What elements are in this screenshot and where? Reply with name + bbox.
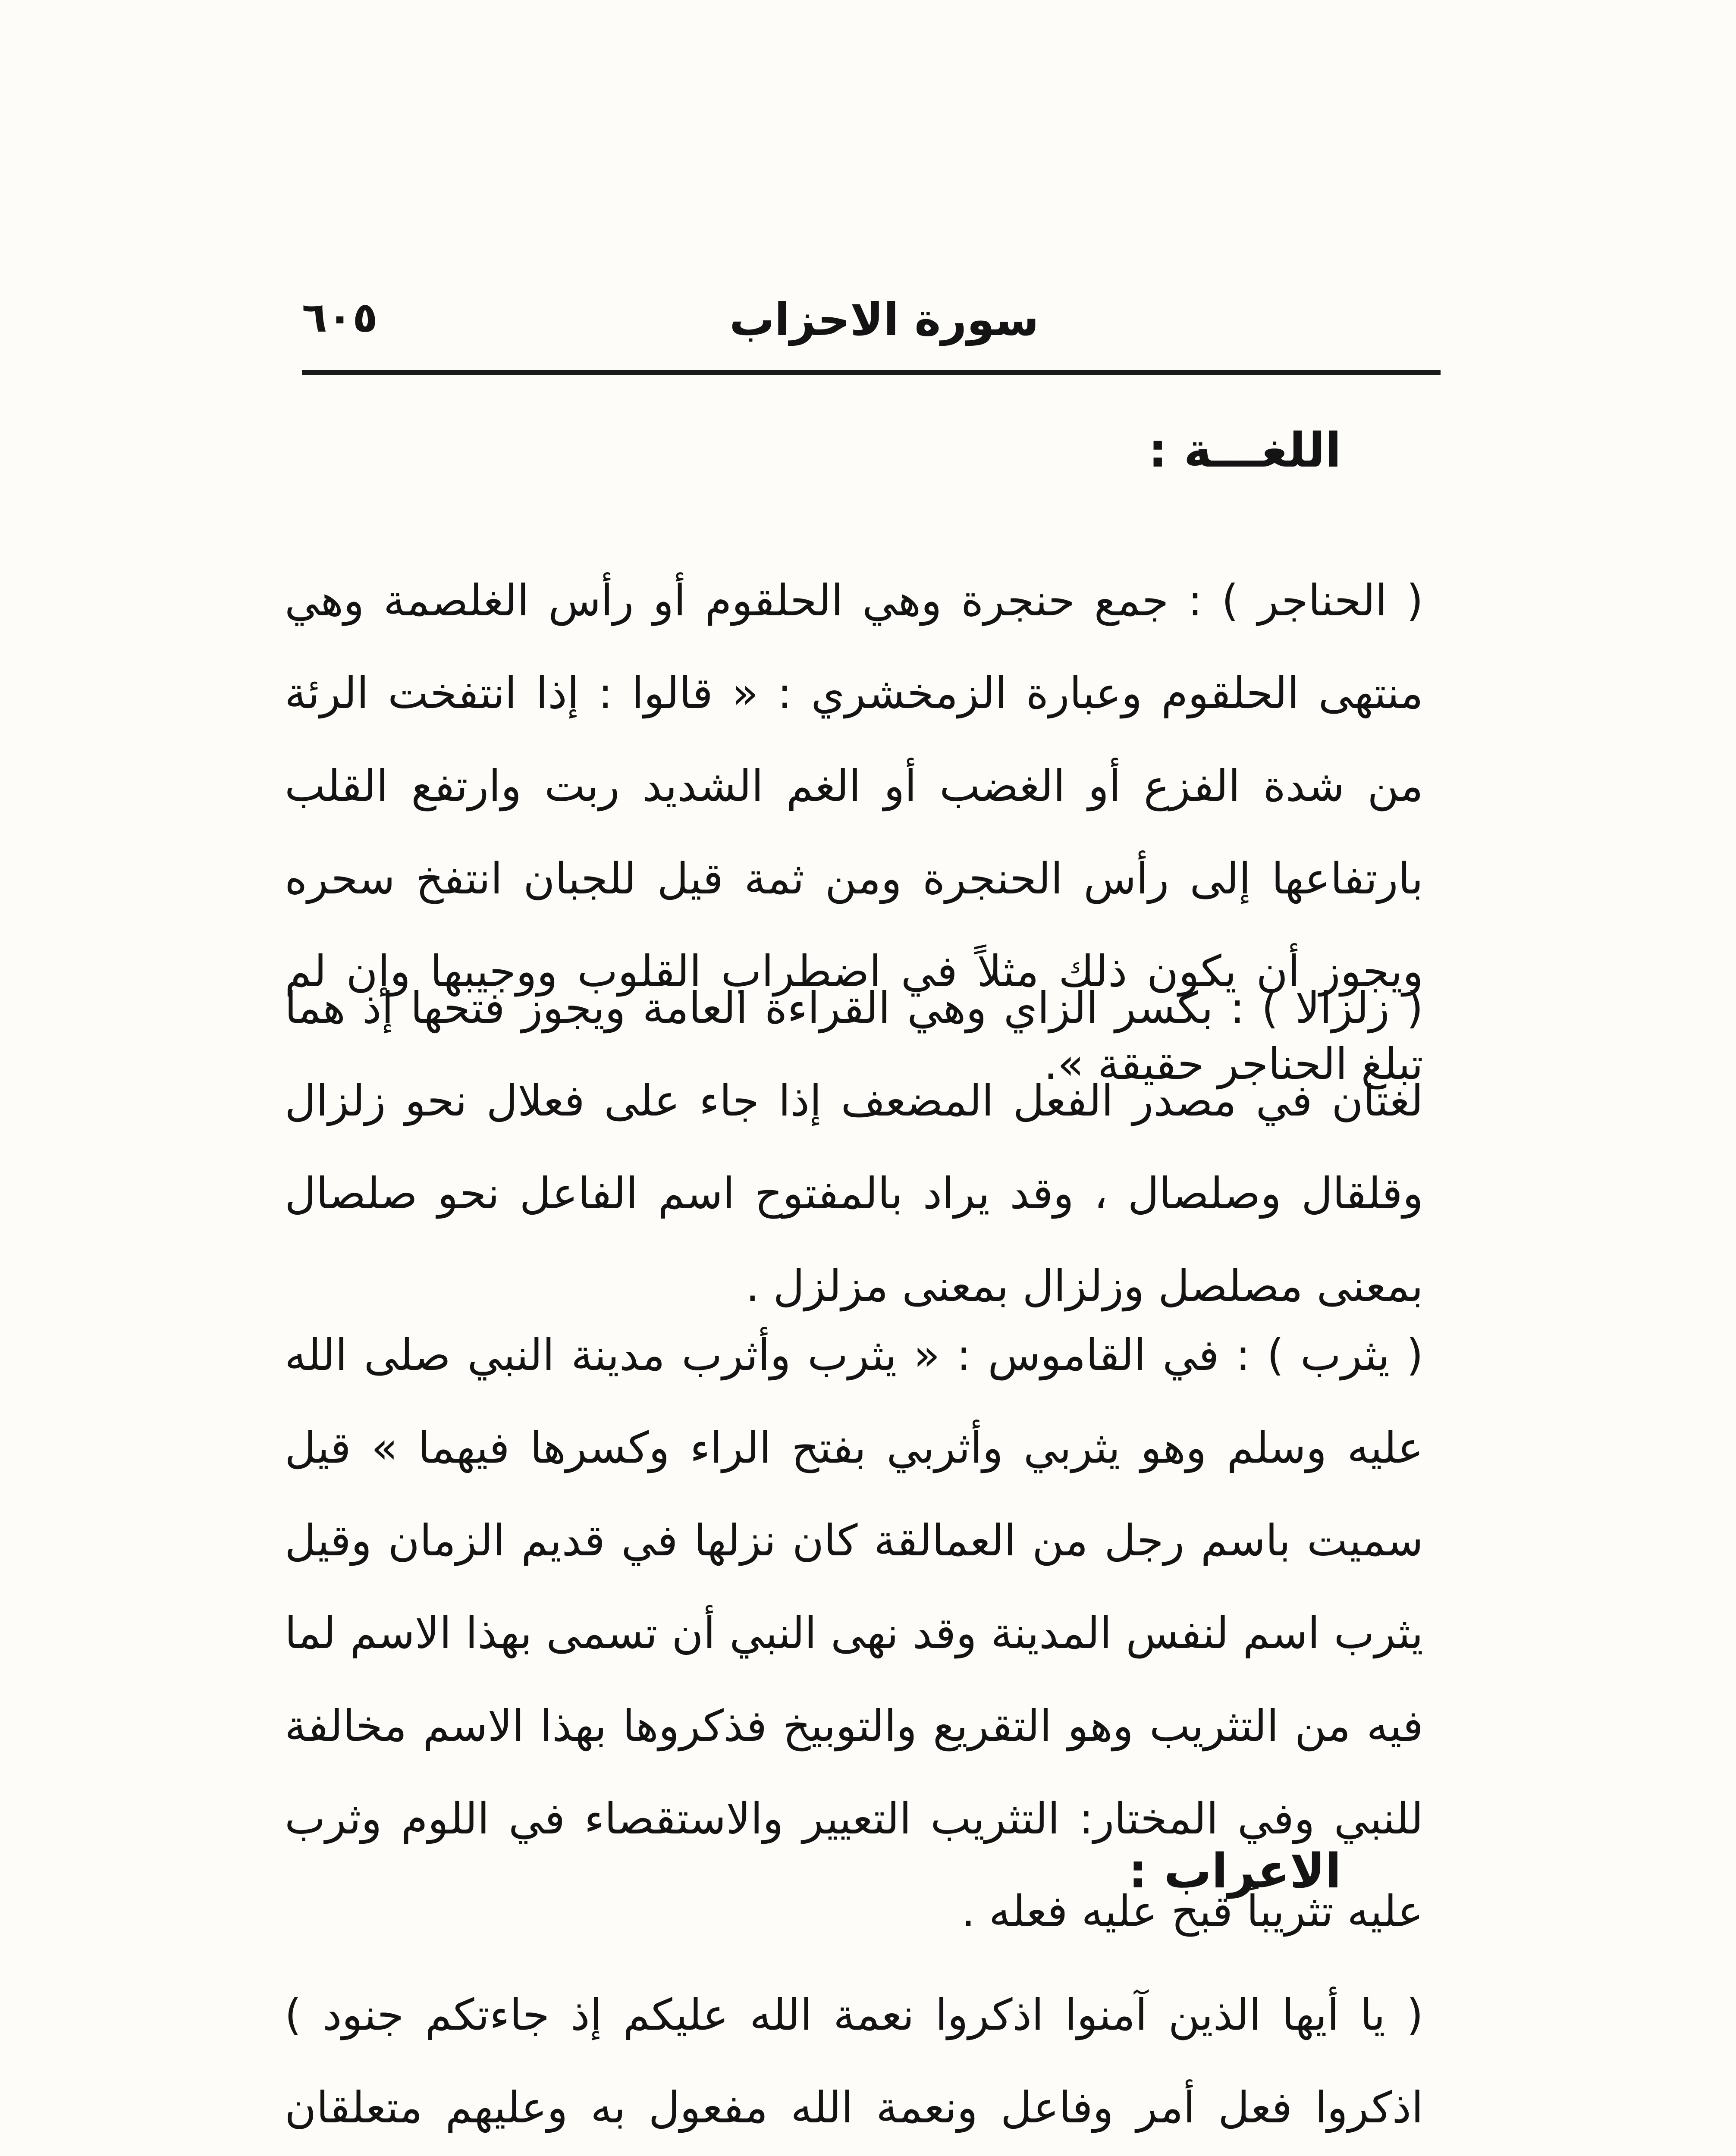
section-heading-lugha: اللغـــة : bbox=[1148, 423, 1341, 478]
paragraph-yathrib: ( يثرب ) : في القاموس : « يثرب وأثرب مدينة النبي صلى الله عليه وسلم وهو يثربي وأثربي بفتح الراء وكسرها فيهما » قيل سميت باسم رجل من العمالقة كان نزلها في قديم الزمان وقيل يثرب اسم لنفس المدينة وقد نهى النبي أن تسمى بهذا الاسم لما فيه من التثريب وهو التقريع والتوبيخ فذكروها بهذا الاسم مخالفة للنبي وفي المختار: التثريب التعيير والاستقصاء في اللوم وثرب عليه تثريباً قبح عليه فعله . bbox=[285, 1330, 1423, 1937]
paragraph-irab: ( يا أيها الذين آمنوا اذكروا نعمة الله عليكم إذ جاءتكم جنود ) اذكروا فعل أمر وفاعل ونعمة الله مفعول به وعليهم متعلقان bbox=[285, 1990, 1423, 2133]
running-title: سورة الاحزاب bbox=[729, 293, 1039, 346]
page-header bbox=[302, 285, 1441, 371]
paragraph-zilzal: ( زلزالا ) : بكسر الزاي وهي القراءة العامة ويجوز فتحها إذ هما لغتان في مصدر الفعل المضعف إذا جاء على فعلال نحو زلزال وقلقال وصلصال ، وقد يراد بالمفتوح اسم الفاعل نحو صلصال بمعنى مصلصل وزلزال بمعنى مزلزل . bbox=[285, 983, 1423, 1311]
paragraph-hanajir: ( الحناجر ) : جمع حنجرة وهي الحلقوم أو رأس الغلصمة وهي منتهى الحلقوم وعبارة الزمخشري : « قالوا : إذا انتفخت الرئة من شدة الفزع أو الغضب أو الغم الشديد ربت وارتفع القلب بارتفاعها إلى رأس الحنجرة ومن ثمة قيل للجبان انتفخ سحره ويجوز أن يكون ذلك مثلاً في اضطراب القلوب ووجيبها وإن لم تبلغ الحناجر حقيقة ». bbox=[285, 575, 1423, 1089]
page-number: ٦٠٥ bbox=[302, 293, 378, 342]
header-rule bbox=[302, 370, 1441, 375]
section-heading-irab: الاعراب : bbox=[1128, 1843, 1341, 1899]
